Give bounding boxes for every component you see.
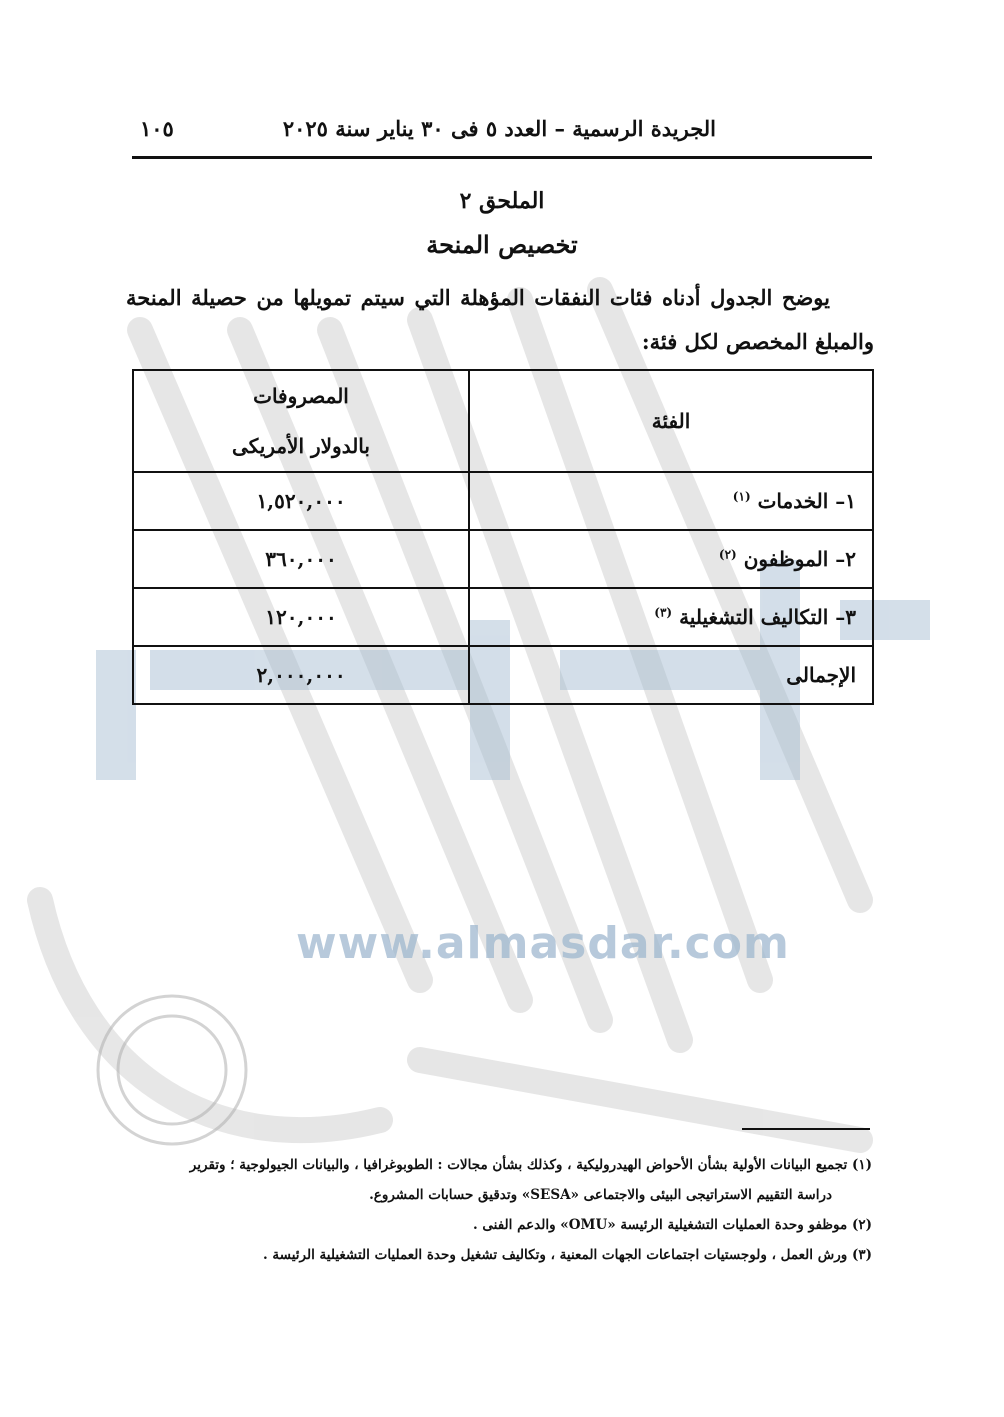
total-label: الإجمالى xyxy=(469,646,873,704)
table-header-row xyxy=(133,370,873,472)
page-number: ١٠٥ xyxy=(140,116,174,141)
footnote-1: (١) تجميع البيانات الأولية بشأن الأحواض الهيدروليكية ، وكذلك بشأن مجالات : الطوبوغرافيا ، والبيانات الجيولوجية ؛ وتقرير xyxy=(189,1157,872,1173)
row-amount: ١٢٠,٠٠٠ xyxy=(133,588,469,646)
allocation-table xyxy=(132,369,874,705)
watermark-url: www.almasdar.com xyxy=(296,918,790,969)
table-row xyxy=(133,588,873,646)
section-title: تخصيص المنحة xyxy=(426,230,578,259)
page-header xyxy=(132,112,872,154)
header-divider xyxy=(132,156,872,159)
table-row xyxy=(133,472,873,530)
footnote-3: (٣) ورش العمل ، ولوجستيات اجتماعات الجهات المعنية ، وتكاليف تشغيل وحدة العمليات التشغيلية الرئيسة . xyxy=(263,1247,872,1263)
annex-title: الملحق ٢ xyxy=(459,188,545,214)
table-total-row xyxy=(133,646,873,704)
footnote-ref: (١) xyxy=(732,489,751,504)
header-amount-line2: بالدولار الأمريكى xyxy=(232,434,370,458)
footnote-2: (٢) موظفو وحدة العمليات التشغيلية الرئيسة «OMU» والدعم الفنى . xyxy=(472,1217,872,1233)
row-amount: ٣٦٠,٠٠٠ xyxy=(133,530,469,588)
footnote-divider xyxy=(742,1128,870,1130)
total-amount: ٢,٠٠٠,٠٠٠ xyxy=(133,646,469,704)
footnote-1-continued: دراسة التقييم الاستراتيجى البيئى والاجتماعى «SESA» وتدقيق حسابات المشروع. xyxy=(369,1187,832,1203)
header-amount-line1: المصروفات xyxy=(253,384,349,408)
row-amount: ١,٥٢٠,٠٠٠ xyxy=(133,472,469,530)
header-amount xyxy=(133,370,469,472)
footnote-ref: (٣) xyxy=(654,605,673,620)
row-category: ١– الخدمات $^{(١)}$ xyxy=(469,472,873,530)
footnote-ref: (٢) xyxy=(718,547,737,562)
row-category: ٣– التكاليف التشغيلية $^{(٣)}$ xyxy=(469,588,873,646)
gazette-title: الجريدة الرسمية – العدد ٥ فى ٣٠ يناير سنة ٢٠٢٥ xyxy=(282,116,716,141)
intro-paragraph: يوضح الجدول أدناه فئات النفقات المؤهلة التي سيتم تمويلها من حصيلة المنحة والمبلغ المخصص لكل فئة: xyxy=(126,285,874,354)
row-category: ٢– الموظفون $^{(٢)}$ xyxy=(469,530,873,588)
footnotes xyxy=(128,1150,872,1270)
table-row xyxy=(133,530,873,588)
header-category: الفئة xyxy=(469,370,873,472)
